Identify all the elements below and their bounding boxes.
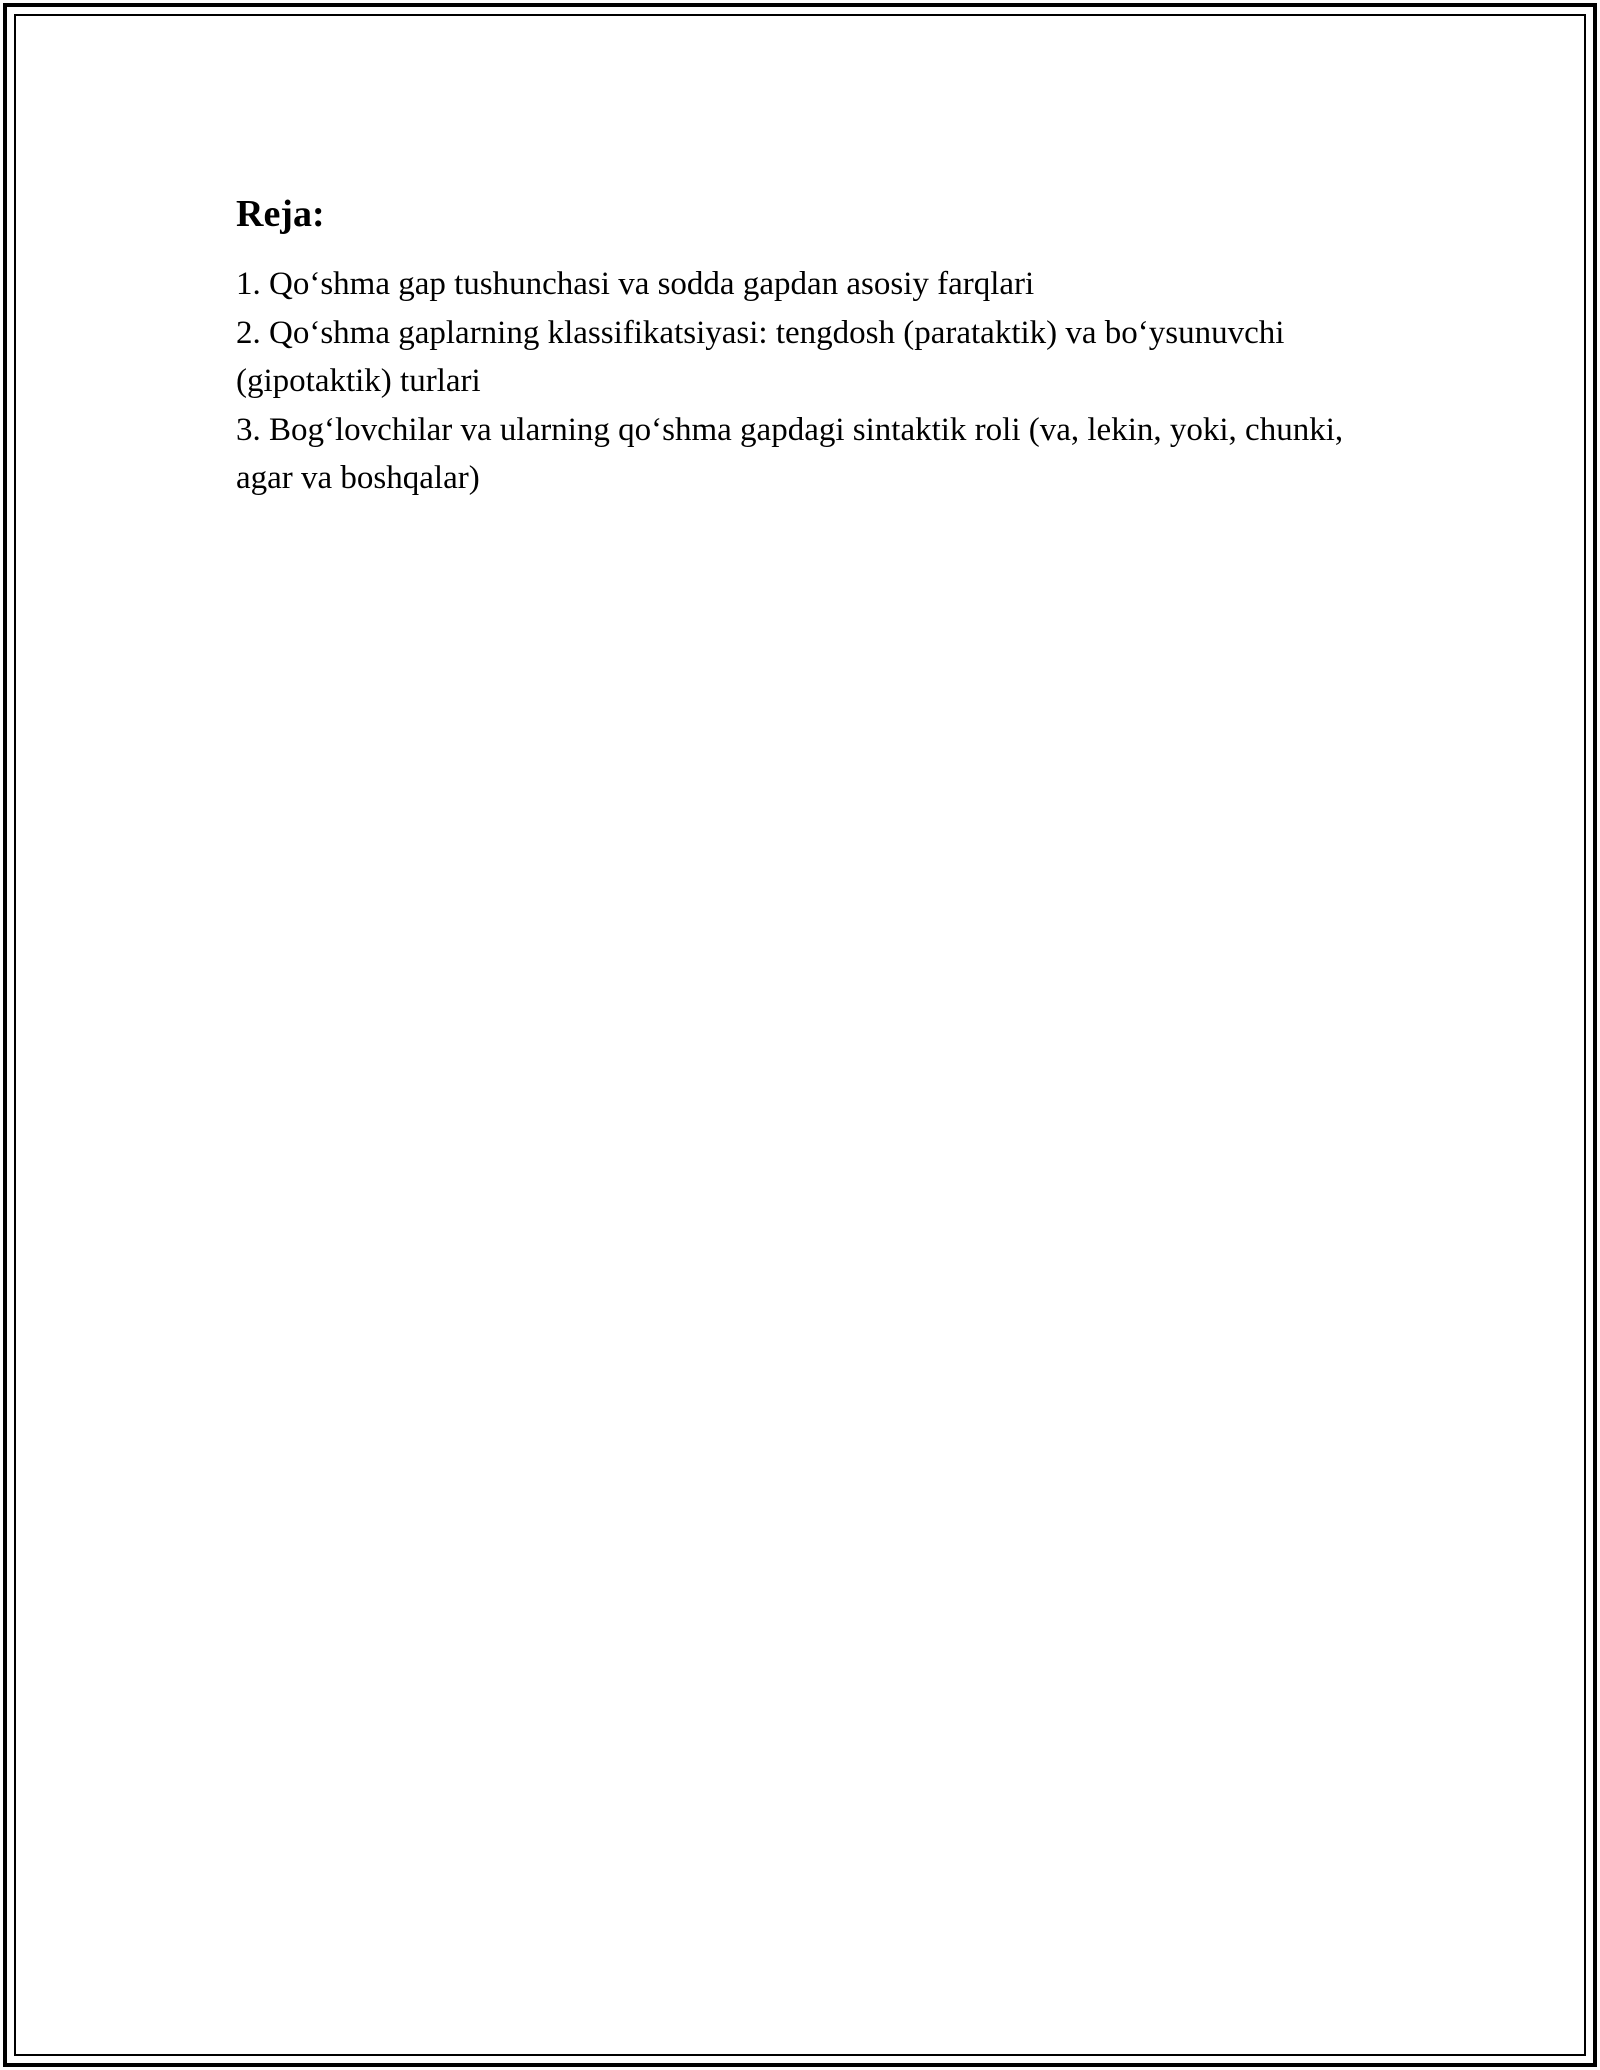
plan-item-1: 1. Qo‘shma gap tushunchasi va sodda gapdan asosiy farqlari [236, 266, 1035, 302]
page-content [236, 188, 1386, 503]
plan-item-2: 2. Qo‘shma gaplarning klassifikatsiyasi: tengdosh (parataktik) va bo‘ysunuvchi (gipotaktik) turlari [236, 314, 1285, 399]
plan-list [236, 260, 1386, 503]
plan-heading: Reja: [236, 193, 325, 235]
plan-item-3: 3. Bog‘lovchilar va ularning qo‘shma gapdagi sintaktik roli (va, lekin, yoki, chunki, agar va boshqalar) [236, 411, 1344, 496]
